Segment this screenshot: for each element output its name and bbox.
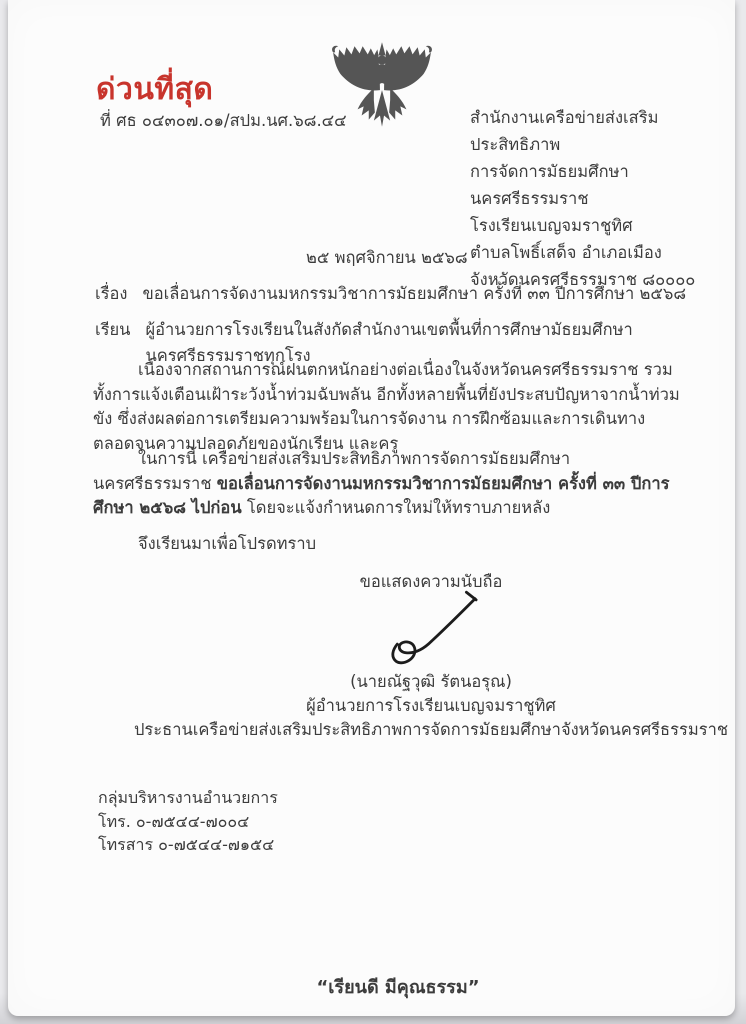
address-line: สำนักงานเครือข่ายส่งเสริมประสิทธิภาพ: [470, 108, 659, 154]
subject-text: ขอเลื่อนการจัดงานมหกรรมวิชาการมัธยมศึกษา ครั้งที่ ๓๓ ปีการศึกษา ๒๕๖๘: [142, 284, 687, 303]
subject-label: เรื่อง: [95, 284, 128, 303]
recipient-label: เรียน: [95, 320, 131, 339]
body-paragraph-2: [93, 447, 685, 521]
address-line: โรงเรียนเบญจมราชูทิศ: [470, 216, 633, 235]
signer-block: [128, 670, 734, 742]
garuda-emblem-icon: [326, 40, 438, 136]
contact-phone: โทร. ๐-๗๕๔๔-๗๐๐๔: [98, 811, 250, 831]
contact-department: กลุ่มบริหารงานอำนวยการ: [98, 788, 278, 807]
paragraph2-bold-text: ขอเลื่อนการจัดงานมหกรรมวิชาการมัธยมศึกษา ครั้งที่ ๓๓ ปีการศึกษา ๒๕๖๘ ไปก่อน: [93, 473, 670, 517]
subject-line: [95, 281, 695, 307]
contact-fax: โทรสาร ๐-๗๕๔๔-๗๑๕๔: [98, 835, 275, 854]
letter-date: ๒๕ พฤศจิกายน ๒๕๖๘: [306, 248, 468, 267]
letter-page: [8, 0, 735, 1016]
signer-name: (นายณัฐวุฒิ รัตนอรุณ): [350, 672, 512, 691]
salutation-text: ขอแสดงความนับถือ: [359, 572, 503, 591]
paragraph2-normal-text: โดยจะแจ้งกำหนดการใหม่ให้ทราบภายหลัง: [241, 498, 551, 517]
handwritten-signature-icon: [380, 590, 488, 672]
address-line: การจัดการมัธยมศึกษา นครศรีธรรมราช: [470, 162, 629, 208]
body-paragraph-1: เนื่องจากสถานการณ์ฝนตกหนักอย่างต่อเนื่องในจังหวัดนครศรีธรรมราช รวมทั้งการแจ้งเตือนเฝ้าระวังน้ำท่วมฉับพลัน อีกทั้งหลายพื้นที่ยังประสบปัญหาจากน้ำท่วมขัง ซึ่งส่งผลต่อการเตรียมความพร้อมในการจัดงาน การฝึกซ้อมและการเดินทาง ตลอดจนความปลอดภัยของนักเรียน และครู: [93, 360, 680, 453]
address-line: ตำบลโพธิ์เสด็จ อำเภอเมือง: [470, 243, 662, 262]
urgency-label: ด่วนที่สุด: [96, 72, 214, 107]
closing-line: จึงเรียนมาเพื่อโปรดทราบ: [138, 534, 317, 553]
signer-title: ผู้อำนวยการโรงเรียนเบญจมราชูทิศ: [306, 696, 556, 715]
sender-address: [470, 104, 735, 293]
paragraph2-normal-text: ในการนี้ เครือข่ายส่งเสริมประสิทธิภาพการจัดการมัธยมศึกษา นครศรีธรรมราช: [93, 449, 571, 493]
reference-number: ที่ ศธ ๐๔๓๐๗.๐๑/สปม.นศ.๖๘.๔๔: [100, 111, 347, 130]
school-motto: “เรียนดี มีคุณธรรม”: [316, 977, 480, 998]
contact-block: [98, 786, 278, 857]
recipient-text: ผู้อำนวยการโรงเรียนในสังกัดสำนักงานเขตพื้นที่การศึกษามัธยมศึกษานครศรีธรรมราชทุกโรง: [145, 320, 633, 365]
signer-role: ประธานเครือข่ายส่งเสริมประสิทธิภาพการจัดการมัธยมศึกษาจังหวัดนครศรีธรรมราช: [133, 720, 729, 739]
address-line: จังหวัดนครศรีธรรมราช ๘๐๐๐๐: [470, 270, 696, 289]
